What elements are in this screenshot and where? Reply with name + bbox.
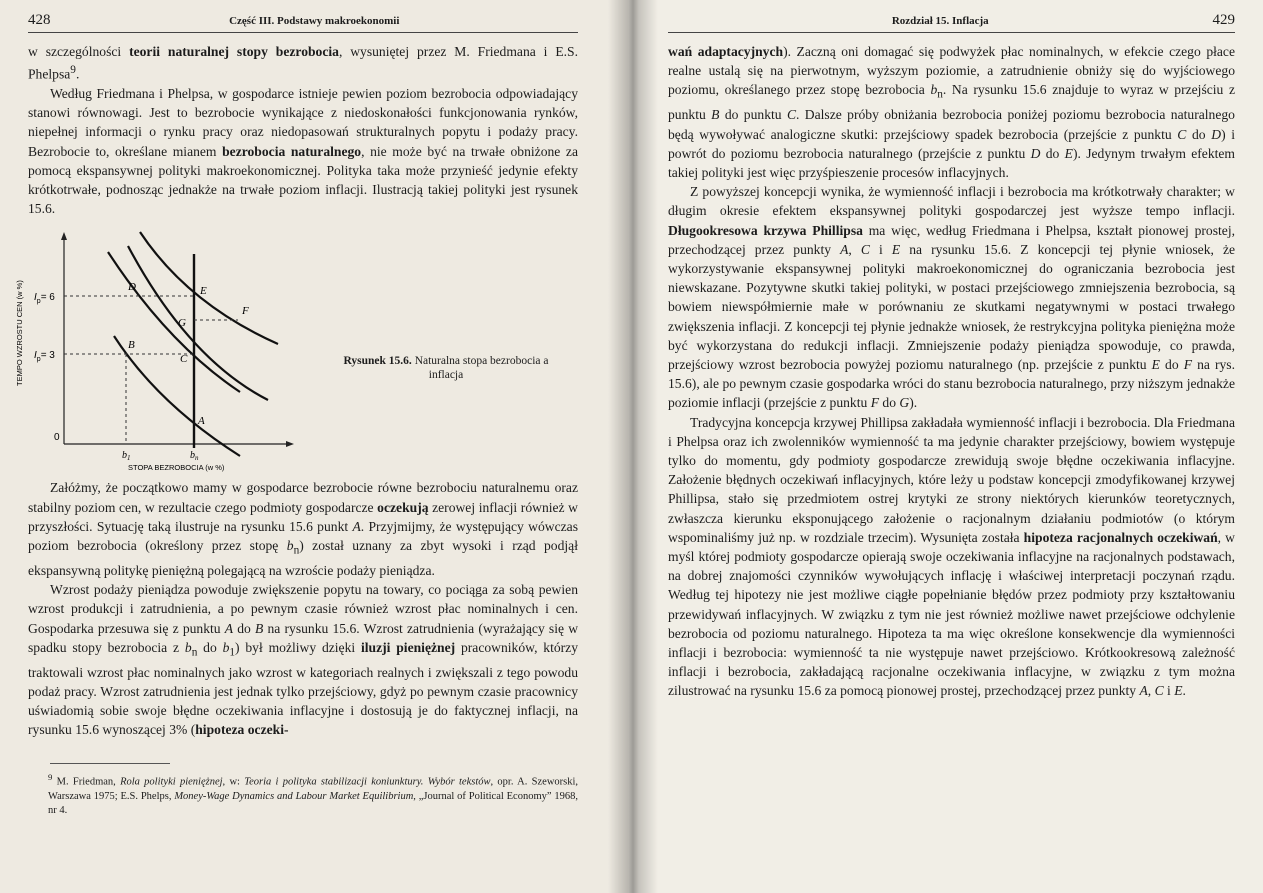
x-axis-arrow: [286, 441, 294, 447]
running-head-title-left: Część III. Podstawy makroekonomii: [229, 15, 400, 27]
point-A: A: [198, 415, 205, 428]
y-tick-3: $I_p= 3$: [34, 350, 55, 364]
running-head-title-right: Rozdział 15. Inflacja: [891, 15, 989, 27]
paragraph-3: Załóżmy, że początkowo mamy w gospodarce bezrobocie równe bezrobociu naturalnemu oraz stabilny poziom cen, w rezultacie czego podmioty gospodarcze oczekują zerowej inflacji również w przyszłości. Sytuację taką ilustruje na rysunku 15.6 punkt A. Przyjmijmy, że występujący wówczas poziom bezrobocia (określony przez stopę $b_n$) został uznany za zbyt wysoki i rząd podjął ekspansywną politykę pieniężną polegającą na wzroście podaży pieniądza.: [28, 480, 578, 578]
x-axis-label: STOPA BEZROBOCIA (w %): [128, 463, 225, 473]
paragraph-4: Wzrost podaży pieniądza powoduje zwiększenie popytu na towary, co pociąga za sobą pewien wzrost produkcji i zatrudnienia, a po pewnym czasie również wzrost płac nominalnych i cen. Gospodarka przesuwa się z punktu A do B na rysunku 15.6. Wzrost zatrudnienia (wyrażający się w spadku stopy bezrobocia z $b_n$ do $b_1$) był możliwy dzięki iluzji pieniężnej pracowników, którzy traktowali wzrost płac nominalnych jako wzrost w kategoriach realnych i zwiększali z tego powodu podaż pracy. Wzrost zatrudnienia jest jednak tylko przejściowy, gdyż po pewnym czasie pracownicy uświadomią sobie swoje błędne oczekiwania inflacyjne i dostosują je do faktycznej inflacji, na rysunku 15.6 wynoszącej 3% (hipoteza oczeki-: [28, 582, 579, 738]
paragraph-r1: wań adaptacyjnych). Zaczną oni domagać się podwyżek płac nominalnych, w efekcie czego płace realne ustalą się na pierwotnym, wyższym poziomie, a zatrudnienie obniży się do wyjściowego poziomu, określanego przez stopę bezrobocia $b_n$. Na rysunku 15.6 znajduje to wyraz w przejściu z punktu B do punktu C. Dalsze próby obniżania bezrobocia poniżej poziomu bezrobocia naturalnego będą wywoływać analogiczne skutki: przejściowy spadek bezrobocia (przejście z punktu C do D) i powrót do poziomu bezrobocia naturalnego (przejście z punktu D do E). Jedynym trwałym efektem takiej polityki jest więc przyśpieszenie procesów inflacyjnych.: [668, 44, 1236, 180]
figure-15-6: [15, 224, 578, 473]
paragraph-2: Według Friedmana i Phelpsa, w gospodarce istnieje pewien poziom bezrobocia odpowiadający stanowi równowagi. Jest to bezrobocie wynikające z niedoskonałości funkcjonowania rynków, niepełnej informacji o rynku pracy oraz niedopasowań strukturalnych popytu i podaży pracy. Bezrobocie to, określane mianem bezrobocia naturalnego, nie może być na trwałe obniżone za pomocą ekspansywnej polityki makroekonomicznej. Polityka taka może przynieść jedynie efekty krótkotrwałe, podnosząc jednakże na trwałe poziom inflacji. Ilustracją takiej polityki jest rysunek 15.6.: [28, 85, 578, 217]
paragraph-r2: Z powyższej koncepcji wynika, że wymienność inflacji i bezrobocia ma krótkotrwały charakter; w długim okresie efektem ekspansywnej polityki gospodarczej jest wyższe tempo inflacji. Długookresowa krzywa Phillipsa ma więc, według Friedmana i Phelpsa, kształt pionowej prostej, przechodzącej przez punkty A, C i E na rysunku 15.6. Z koncepcji tej płynie wniosek, że wykorzystywanie ekspansywnej polityki makroekonomicznej do ograniczania bezrobocia jest niewskazane. Pozytywne skutki takiej polityki, w postaci przejściowego zmniejszenia bezrobocia, są bowiem niewspółmiernie małe w porównaniu ze skutkami negatywnymi w postaci trwałego zwiększenia inflacji. Z koncepcji tej płynie jednakże wniosek, że restrykcyjna polityka pieniężna może być wykorzystana do redukcji inflacji. Zmniejszenie podaży pieniądza spowoduje, co prawda, przejściowy wzrost bezrobocia powyżej poziomu naturalnego (np. przejście z punktu E do F na rys. 15.6), ale po pewnym czasie gospodarka wróci do stanu bezrobocia naturalnego, przy niższym jednakże poziomie inflacji (przejście z punktu F do G).: [668, 184, 1236, 411]
footnote-9: $^9$ M. Friedman, Rola polityki pieniężnej, w: Teoria i polityka stabilizacji koniunktury. Wybór tekstów, opr. A. Szeworski, Warszawa 1975; E.S. Phelps, Money-Wage Dynamics and Labour Market Equilibrium, „Journal of Political Economy” 1968, nr 4.: [48, 772, 579, 816]
caption-label: Rysunek 15.6.: [343, 355, 412, 368]
y-axis-label: TEMPO WZROSTU CEN (w %): [15, 280, 24, 387]
page-number-right: 429: [1212, 12, 1235, 28]
y-axis-arrow: [61, 232, 67, 240]
figure-caption: [326, 354, 566, 382]
point-F: F: [242, 305, 249, 318]
footnote-rule: [50, 763, 170, 764]
point-G: G: [178, 317, 186, 330]
phillips-curve-diagram: [15, 224, 328, 473]
short-run-curve-high: [140, 232, 278, 344]
point-E: E: [200, 285, 207, 298]
x-tick-bn: $b_n$: [190, 450, 199, 463]
paragraph-1: w szczególności teorii naturalnej stopy bezrobocia, wysuniętej przez M. Friedmana i E.S. Phelpsa$^9$.: [28, 44, 578, 82]
point-C: C: [180, 353, 188, 366]
x-tick-b1: $b_1$: [122, 450, 131, 463]
caption-text: Naturalna stopa bezrobocia a inflacja: [414, 355, 549, 382]
footnote-ref: 9: [70, 64, 76, 77]
short-run-curve-low-2: [128, 246, 268, 400]
running-head-right: [668, 12, 1235, 33]
point-B: B: [128, 339, 135, 352]
paragraph-r3: Tradycyjna koncepcja krzywej Phillipsa zakładała wymienność inflacji i bezrobocia. Dla Friedmana i Phelpsa oraz ich zwolenników wymienność ta ma jedynie charakter przejściowy, bowiem występuje tylko do momentu, gdy podmioty gospodarcze zrewidują swoje błędne oczekiwania inflacyjne. Założenie błędnych oczekiwań inflacyjnych, które leży u podstaw koncepcji zmodyfikowanej krzywej Phillipsa, stało się przedmiotem ostrej krytyki ze strony niektórych kierunków teoretycznych, zwłaszcza kierunku eksponującego założenie o racjonalnym działaniu podmiotów (o którym wspominaliśmy już np. w rozdziale trzecim). Wysunięta została hipoteza racjonalnych oczekiwań, w myśl której podmioty gospodarcze opierają swoje oczekiwania inflacyjne na racjonalnych podstawach, na dobrej znajomości czynników wywołujących inflację i właściwej interpretacji poczynań rządu. Według tej hipotezy nie jest możliwe ciągłe popełnianie błędów przez podmioty przy kształtowaniu przewidywań inflacyjnych. W związku z tym nie jest również możliwe nawet przejściowe odchylenie bezrobocia od poziomu naturalnego. Hipoteza ta ma więc określone konsekwencje dla wymienności inflacji i bezrobocia: wymienność ta nie występuje nawet przejściowo. Krótkookresową zależność inflacji i bezrobocia, zakładającą racjonalne oczekiwania inflacyjne, w związku z tym można zilustrować na rysunku 15.6 za pomocą pionowej prostej, przechodzącej przez punkty A, C i E.: [668, 414, 1235, 699]
left-page: [0, 0, 628, 893]
right-page: [628, 0, 1263, 893]
origin-label: 0: [54, 432, 60, 444]
running-head-left: [28, 12, 578, 33]
point-D: D: [128, 281, 136, 294]
page-number-left: 428: [28, 12, 51, 28]
y-tick-6: $I_p= 6$: [34, 292, 55, 306]
